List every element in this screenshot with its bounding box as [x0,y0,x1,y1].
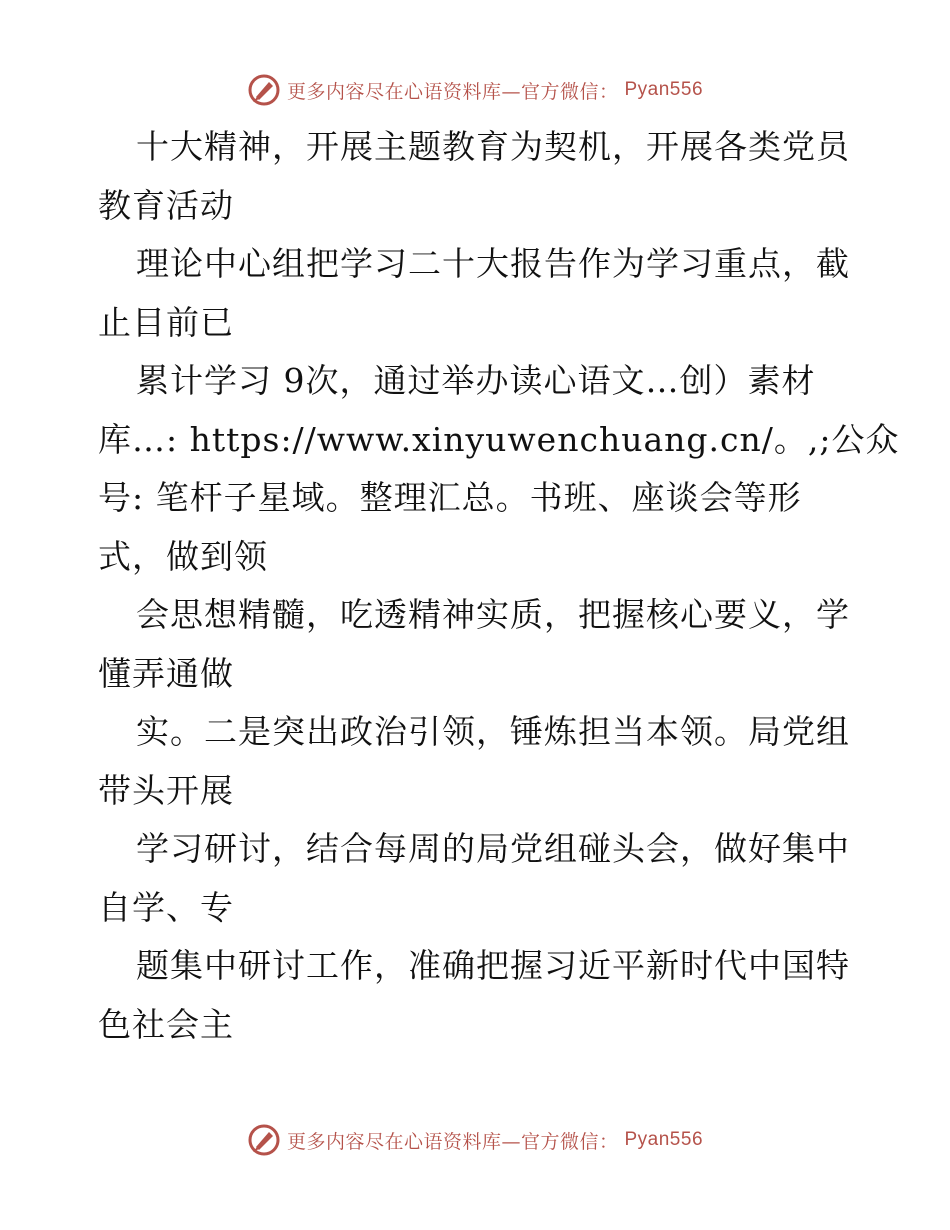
body-line: 理论中心组把学习二十大报告作为学习重点，截 [136,244,850,283]
body-line: 带头开展 [98,770,234,810]
pen-nib-logo-icon [247,1123,281,1157]
body-line: 题集中研讨工作，准确把握习近平新时代中国特 [136,946,850,985]
body-line: 式，做到领 [98,536,268,576]
footer-banner-text: 更多内容尽在心语资料库—官方微信： [286,1130,619,1153]
pen-nib-logo-icon [247,73,281,107]
body-line: 色社会主 [98,1004,234,1044]
body-line: 十大精神，开展主题教育为契机，开展各类党员 [136,127,850,166]
header-banner-text: 更多内容尽在心语资料库—官方微信： [286,80,619,103]
body-line: 学习研讨，结合每周的局党组碰头会，做好集中 [136,829,850,868]
body-line: 累计学习 9次，通过举办读心语文…创）素材 [136,361,816,400]
header-banner-wechat-id: Pyan556 [624,79,704,100]
body-line: 会思想精髓，吃透精神实质，把握核心要义，学 [136,595,850,634]
body-line: 自学、专 [98,887,234,927]
body-line: 教育活动 [98,185,234,225]
header-watermark-banner [0,70,950,110]
footer-watermark-banner [0,1120,950,1160]
footer-banner-wechat-id: Pyan556 [624,1129,704,1150]
body-line: 库…: https://www.xinyuwenchuang.cn/。,;公众 [98,419,900,459]
body-line: 懂弄通做 [98,653,234,693]
body-line: 号: 笔杆子星域。整理汇总。书班、座谈会等形 [98,478,802,517]
document-body [98,118,900,1054]
body-line: 实。二是突出政治引领，锤炼担当本领。局党组 [136,712,850,751]
body-line: 止目前已 [98,302,234,342]
